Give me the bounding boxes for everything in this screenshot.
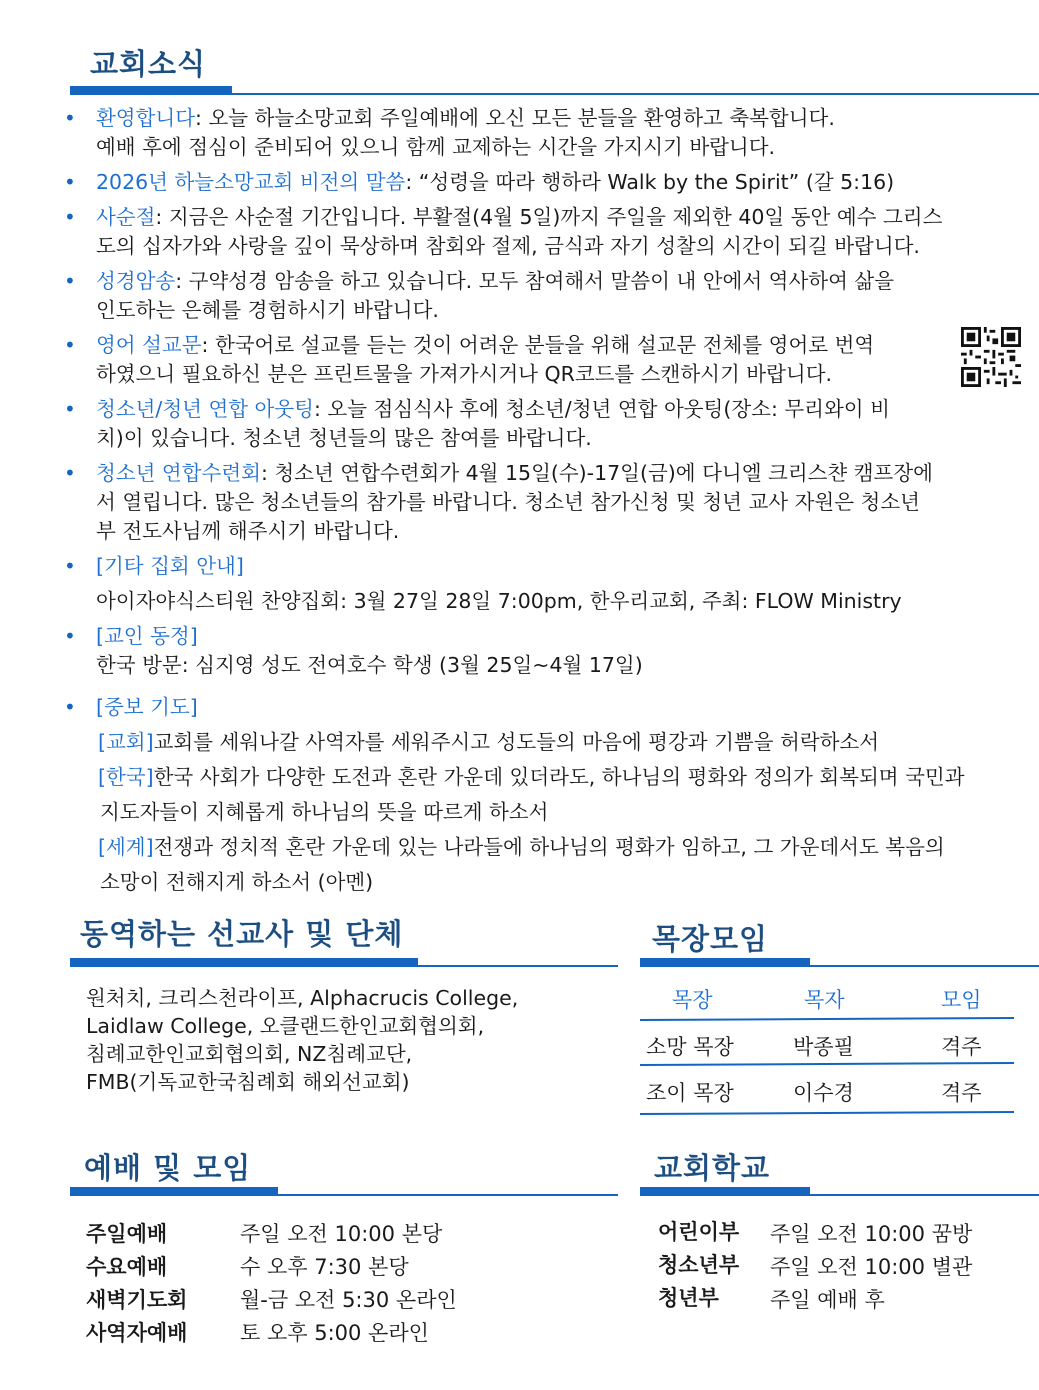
schedule-value: 토 오후 5:00 온라인	[240, 1321, 429, 1345]
missions-title: 동역하는 선교사 및 단체	[80, 917, 404, 951]
table-cell: 이수경	[793, 1081, 854, 1105]
worship-title: 예배 및 모임	[84, 1151, 252, 1185]
bullet-icon: •	[64, 269, 76, 293]
bullet-icon: •	[64, 397, 76, 421]
news-title-underline	[70, 86, 232, 95]
mokjang-title-underline	[640, 958, 810, 967]
schedule-label: 새벽기도회	[86, 1288, 188, 1312]
bullet-icon: •	[64, 461, 76, 485]
table-cell: 박종필	[793, 1035, 854, 1059]
schedule-value: 주일 오전 10:00 본당	[240, 1222, 443, 1246]
qr-code-icon[interactable]	[961, 327, 1021, 387]
bullet-icon: •	[64, 695, 76, 719]
schedule-label: 청소년부	[658, 1253, 740, 1277]
list-item: • 성경암송: 구약성경 암송을 하고 있습니다. 모두 참여해서 말씀이 내 안에서 역사하여 삶을 인도하는 은혜를 경험하시기 바랍니다.	[64, 269, 895, 322]
school-title-rule	[810, 1194, 1039, 1196]
schedule-label: 수요예배	[86, 1255, 168, 1279]
list-item: • [기타 집회 안내] 아이자야식스티원 찬양집회: 3월 27일 28일 7:00pm, 한우리교회, 주최: FLOW Ministry	[64, 554, 902, 613]
mokjang-title-rule	[810, 965, 1039, 967]
prayer-line: [세계]전쟁과 정치적 혼란 가운데 있는 나라들에 하나님의 평화가 임하고, 그 가운데서도 복음의	[98, 835, 945, 859]
news-title: 교회소식	[90, 47, 207, 81]
bullet-icon: •	[64, 333, 76, 357]
prayer-line-cont: 소망이 전해지게 하소서 (아멘)	[100, 870, 374, 894]
table-header: 목장	[672, 988, 713, 1012]
list-item: • 환영합니다: 오늘 하늘소망교회 주일예배에 오신 모든 분들을 환영하고 축복합니다. 예배 후에 점심이 준비되어 있으니 함께 교제하는 시간을 가지시기 바랍니다.	[64, 106, 835, 159]
table-divider	[640, 1062, 1014, 1066]
worship-title-rule	[278, 1194, 618, 1196]
table-divider	[640, 1111, 1014, 1115]
prayer-line: [한국]한국 사회가 다양한 도전과 혼란 가운데 있더라도, 하나님의 평화와 정의가 회복되며 국민과	[98, 765, 965, 789]
school-title-underline	[640, 1187, 810, 1196]
missions-title-underline	[70, 958, 418, 967]
list-item: • [중보 기도] [교회]교회를 세워나갈 사역자를 세워주시고 성도들의 마음에 평강과 기쁨을 허락하소서 [한국]한국 사회가 다양한 도전과 혼란 가운데 있더라도, 하나님의 평화와 정의가 회복되며 국민과 지도자들이 지혜롭게 하나님의 뜻을 따르게 하소서 [세계]전쟁과 정치적 혼란 가운데 있는 나라들에 하나님의 평화가 임하고, 그 가운데서도 복음의 소망이 전해지게 하소서 (아멘)	[60, 690, 1025, 900]
bullet-icon: •	[64, 205, 76, 229]
bullet-icon: •	[64, 624, 76, 648]
bullet-icon: •	[64, 554, 76, 578]
schedule-value: 주일 오전 10:00 꿈방	[770, 1222, 973, 1246]
schedule-label: 사역자예배	[86, 1321, 188, 1345]
table-cell: 조이 목장	[646, 1081, 734, 1105]
list-item: • 청소년 연합수련회: 청소년 연합수련회가 4월 15일(수)-17일(금)에 다니엘 크리스챤 캠프장에 서 열립니다. 많은 청소년들의 참가를 바랍니다. 청소년 참가신청 및 청년 교사 자원은 청소년 부 전도사님께 해주시기 바랍니다.	[64, 461, 933, 543]
list-item: • 청소년/청년 연합 아웃팅: 오늘 점심식사 후에 청소년/청년 연합 아웃팅(장소: 무리와이 비 치)이 있습니다. 청소년 청년들의 많은 참여를 바랍니다.	[64, 397, 890, 450]
table-divider	[640, 1017, 1014, 1021]
school-title: 교회학교	[654, 1151, 771, 1185]
schedule-label: 주일예배	[86, 1222, 168, 1246]
schedule-value: 주일 예배 후	[770, 1288, 885, 1312]
schedule-value: 주일 오전 10:00 별관	[770, 1255, 973, 1279]
table-cell: 격주	[941, 1081, 982, 1105]
list-item: • 영어 설교문: 한국어로 설교를 듣는 것이 어려운 분들을 위해 설교문 전체를 영어로 번역 하였으니 필요하신 분은 프린트물을 가져가시거나 QR코드를 스캔하시기 바랍니다.	[60, 331, 1025, 389]
schedule-value: 수 오후 7:30 본당	[240, 1255, 409, 1279]
bullet-icon: •	[64, 106, 76, 130]
mokjang-title: 목장모임	[652, 922, 769, 956]
schedule-label: 청년부	[658, 1286, 719, 1310]
list-item: • 2026년 하늘소망교회 비전의 말씀: “성령을 따라 행하라 Walk by the Spirit” (갈 5:16)	[60, 168, 1025, 197]
missions-list: 원처치, 크리스천라이프, Alphacrucis College, Laidlaw College, 오클랜드한인교회협의회, 침례교한인교회협의회, NZ침례교단, FMB(기독교한국침례회 해외선교회)	[86, 986, 519, 1094]
missions-title-rule	[418, 965, 618, 967]
news-title-rule	[232, 93, 1039, 95]
table-header: 모임	[941, 988, 982, 1012]
list-item: • 사순절: 지금은 사순절 기간입니다. 부활절(4월 5일)까지 주일을 제외한 40일 동안 예수 그리스 도의 십자가와 사랑을 깊이 묵상하며 참회와 절제, 금식과 자기 성찰의 시간이 되길 바랍니다.	[64, 205, 943, 258]
prayer-line: [교회]교회를 세워나갈 사역자를 세워주시고 성도들의 마음에 평강과 기쁨을 허락하소서	[98, 730, 880, 754]
schedule-label: 어린이부	[658, 1220, 740, 1244]
news-list	[60, 104, 1025, 906]
table-cell: 격주	[941, 1035, 982, 1059]
table-header: 목자	[804, 988, 845, 1012]
worship-title-underline	[70, 1187, 278, 1196]
schedule-value: 월-금 오전 5:30 온라인	[240, 1288, 457, 1312]
bullet-icon: •	[64, 170, 76, 194]
prayer-line-cont: 지도자들이 지혜롭게 하나님의 뜻을 따르게 하소서	[100, 800, 549, 824]
table-cell: 소망 목장	[646, 1035, 734, 1059]
list-item: • [교인 동정] 한국 방문: 심지영 성도 전여호수 학생 (3월 25일~4월 17일)	[64, 624, 643, 677]
